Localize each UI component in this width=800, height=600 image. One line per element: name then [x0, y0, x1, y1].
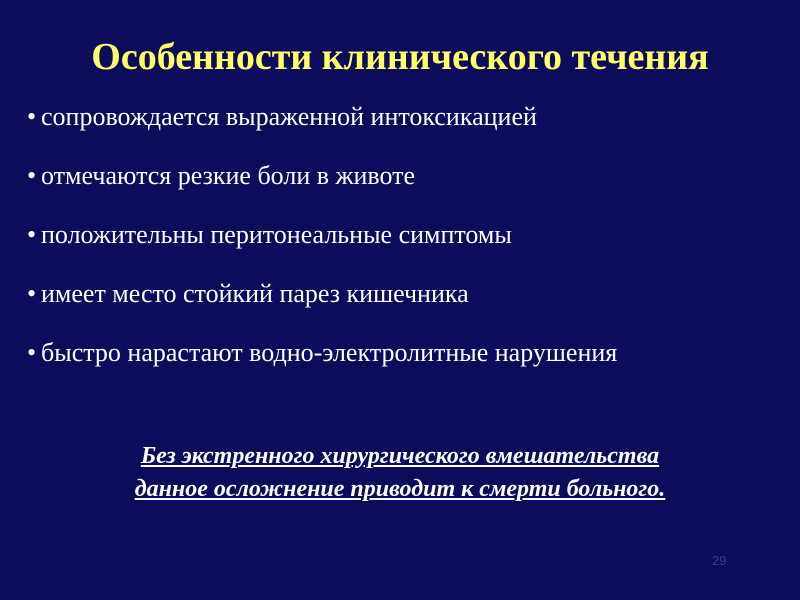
conclusion-text: [40, 440, 760, 506]
bullet-item: [27, 101, 727, 133]
conclusion-line-2: данное осложнение приводит к смерти больного.: [134, 476, 666, 502]
bullet-text: отмечаются резкие боли в животе: [41, 161, 416, 190]
bullet-item: [27, 337, 647, 369]
bullet-text: сопровождается выраженной интоксикацией: [41, 102, 537, 131]
bullet-item: [27, 219, 727, 251]
bullet-dot: •: [27, 220, 37, 249]
bullet-item: [27, 160, 727, 192]
bullet-dot: •: [27, 102, 37, 131]
bullet-dot: •: [27, 161, 37, 190]
bullet-item: [27, 278, 727, 310]
slide-title: Особенности клинического течения: [91, 36, 709, 78]
bullet-dot: •: [27, 279, 37, 308]
bullet-list: [27, 101, 727, 396]
conclusion-line-1: Без экстренного хирургического вмешательства: [140, 443, 660, 469]
bullet-dot: •: [27, 338, 37, 367]
bullet-text: положительны перитонеальные симптомы: [41, 220, 512, 249]
bullet-text: имеет место стойкий парез кишечника: [41, 279, 469, 308]
page-number: 29: [712, 553, 727, 568]
bullet-text: быстро нарастают водно-электролитные нарушения: [41, 338, 618, 367]
